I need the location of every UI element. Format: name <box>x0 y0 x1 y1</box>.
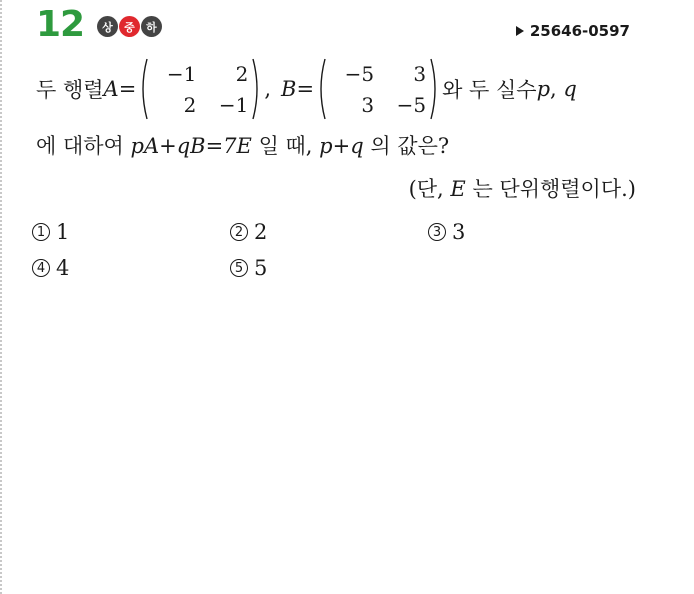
right-paren-icon <box>252 58 262 120</box>
matrix-a-symbol: A <box>103 77 119 101</box>
answer-choices <box>32 220 626 280</box>
equals-sign-b: = <box>296 77 315 101</box>
left-paren-icon <box>316 58 326 120</box>
variable-p: p <box>536 77 551 101</box>
text-prefix: 두 행렬 <box>36 78 104 102</box>
question-line-1 <box>36 56 577 122</box>
choice-value: 3 <box>452 220 466 244</box>
matrix-b-cell: 3 <box>413 61 427 86</box>
choice-value: 5 <box>254 256 268 280</box>
text-line2-b: 일 때, <box>258 134 320 158</box>
choice-value: 1 <box>56 220 70 244</box>
matrix-a-cell: −1 <box>166 61 197 86</box>
choice-marker: 2 <box>230 223 248 241</box>
matrix-a-cell: 2 <box>235 61 249 86</box>
comma: , <box>264 77 272 101</box>
difficulty-high: 상 <box>97 16 118 37</box>
equation: pA+qB=7E <box>130 134 252 158</box>
choice-marker: 4 <box>32 259 50 277</box>
text-line2-c: 의 값은? <box>370 134 450 158</box>
problem-code <box>516 22 630 40</box>
cond-a: (단, <box>408 177 451 201</box>
difficulty-badges <box>97 16 162 37</box>
cond-b: 는 단위행렬이다.) <box>472 177 636 201</box>
triangle-icon <box>516 26 524 36</box>
matrix-b-cell: 3 <box>361 92 375 117</box>
question-line-2 <box>36 130 449 160</box>
left-paren-icon <box>138 58 148 120</box>
choice-marker: 1 <box>32 223 50 241</box>
identity-symbol: E <box>450 177 466 201</box>
equals-sign-a: = <box>118 77 137 101</box>
problem-code-text: 25646-0597 <box>529 22 630 40</box>
matrix-a <box>138 58 262 120</box>
choice-marker: 5 <box>230 259 248 277</box>
right-paren-icon <box>430 58 440 120</box>
page-edge <box>0 0 2 594</box>
matrix-a-cell: 2 <box>183 92 197 117</box>
choice-1[interactable] <box>32 220 230 244</box>
choice-5[interactable] <box>230 256 428 280</box>
choice-value: 4 <box>56 256 70 280</box>
difficulty-mid: 중 <box>119 16 140 37</box>
matrix-b <box>316 58 440 120</box>
matrix-b-symbol: B <box>281 77 297 101</box>
choice-3[interactable] <box>428 220 626 244</box>
question-number: 12 <box>36 4 85 45</box>
matrix-b-cell: −5 <box>344 61 375 86</box>
condition-note <box>409 173 636 203</box>
separator: , <box>550 77 564 101</box>
text-mid: 와 두 실수 <box>442 78 537 102</box>
variable-q: q <box>563 77 577 101</box>
choice-value: 2 <box>254 220 268 244</box>
matrix-a-cell: −1 <box>218 92 249 117</box>
matrix-b-cell: −5 <box>396 92 427 117</box>
choice-marker: 3 <box>428 223 446 241</box>
text-line2-a: 에 대하여 <box>36 134 131 158</box>
difficulty-low: 하 <box>141 16 162 37</box>
choice-4[interactable] <box>32 256 230 280</box>
choice-2[interactable] <box>230 220 428 244</box>
sum-expression: p+q <box>319 134 364 158</box>
